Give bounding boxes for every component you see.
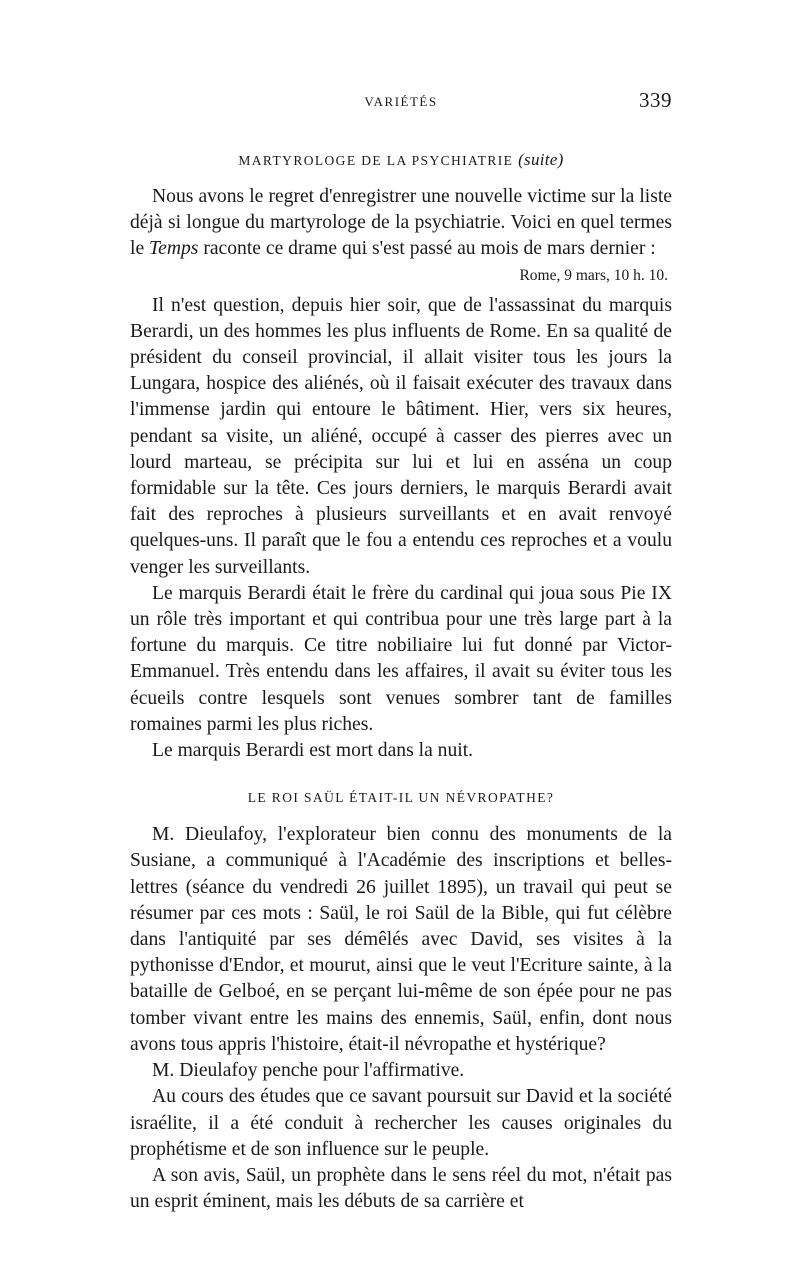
newspaper-title: Temps — [149, 238, 199, 260]
dateline: Rome, 9 mars, 10 h. 10. — [519, 266, 668, 284]
paragraph-dieulafoy: M. Dieulafoy, l'explorateur bien connu des monuments de la Susiane, a communiqué à l'Académie des inscriptions et belles-lettres (séance du vendredi 26 juillet 1895), un travail qui peut se résumer par ces mots : Saül, le roi Saül de la Bible, qui fut célèbre dans l'antiquité par ses démêlés avec David, ses visites à la pythonisse d'Endor, et mourut, ainsi que le veut l'Ecriture sainte, à la bataille de Gelboé, en se perçant lui-même de son épée pour ne pas tomber vivant entre les mains des ennemis, Saül, enfin, dont nous avons tous appris l'histoire, était-il névropathe et hystérique? — [130, 824, 672, 1055]
section-title-text: MARTYROLOGE DE LA PSYCHIATRIE — [238, 153, 514, 168]
paragraph-biography: Le marquis Berardi était le frère du cardinal qui joua sous Pie IX un rôle très important et qui contribua pour une très large part à la fortune du marquis. Ce titre nobiliaire lui fut donné par Victor-Emmanuel. Très entendu dans les affaires, il avait su éviter tous les écueils contre lesquels sont venues sombrer tant de familles romaines parmi les plus riches. — [130, 582, 672, 735]
paragraph-intro-text-b: raconte ce drame qui s'est passé au mois de mars dernier : — [198, 238, 656, 260]
section-title-martyrologe — [130, 150, 672, 170]
running-title: VARIÉTÉS — [364, 94, 438, 109]
page-number: 339 — [639, 88, 672, 112]
paragraph-affirmative: M. Dieulafoy penche pour l'affirmative. — [152, 1060, 465, 1082]
running-head — [130, 88, 672, 118]
paragraph-death: Le marquis Berardi est mort dans la nuit. — [152, 740, 474, 762]
section-title-saul: LE ROI SAÜL ÉTAIT-IL UN NÉVROPATHE? — [247, 790, 555, 806]
paragraph-intro-text-a: Nous avons le regret d'enregistrer une nouvelle victime sur la liste déjà si longue du martyrologe de la psychiatrie. Voici en quel termes le — [130, 186, 672, 260]
paragraph-prophet: A son avis, Saül, un prophète dans le sens réel du mot, n'était pas un esprit éminent, mais les débuts de sa carrière et — [130, 1164, 672, 1213]
paragraph-intro — [130, 184, 672, 263]
paragraph-assassination: Il n'est question, depuis hier soir, que de l'assassinat du marquis Berardi, un des hommes les plus influents de Rome. En sa qualité de président du conseil provincial, il allait visiter tous les jours la Lungara, hospice des aliénés, où il faisait exécuter des travaux dans l'immense jardin qui entoure le bâtiment. Hier, vers six heures, pendant sa visite, un aliéné, occupé à casser des pierres avec un lourd marteau, se précipita sur lui et lui en asséna un coup formidable sur la tête. Ces jours derniers, le marquis Berardi avait fait des reproches à plusieurs surveillants et en avait renvoyé quelques-uns. Il paraît que le fou a entendu ces reproches et a voulu venger les surveillants. — [130, 294, 672, 578]
paragraph-studies: Au cours des études que ce savant poursuit sur David et la société israélite, il a été conduit à rechercher les causes originales du prophétisme et de son influence sur le peuple. — [130, 1086, 672, 1160]
section-title-suffix: (suite) — [518, 150, 564, 169]
book-page — [130, 88, 672, 1215]
